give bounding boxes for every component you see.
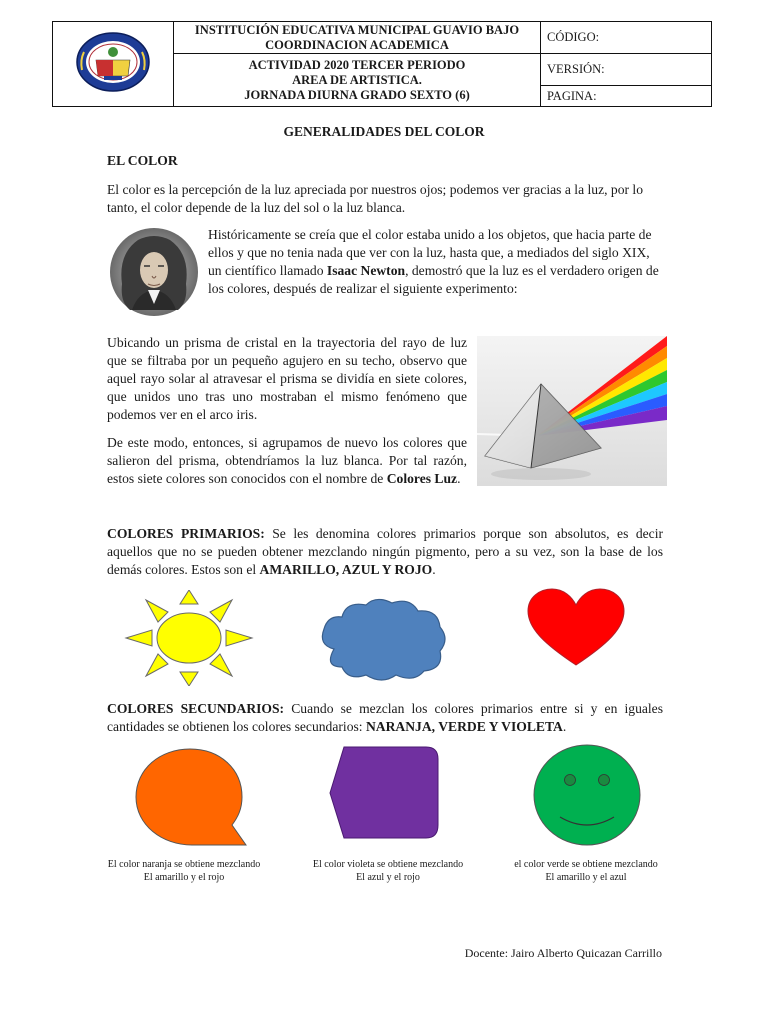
school-crest-icon: [74, 30, 152, 94]
newton-name: Isaac Newton: [326, 263, 406, 278]
colores-primarios-list: AMARILLO, AZUL Y ROJO: [259, 562, 433, 577]
intro-paragraph: El color es la percepción de la luz apreciada por nuestros ojos; podemos ver gracias a la luz, por lo tanto, el color depende de la luz del sol o la luz blanca.: [107, 182, 643, 215]
area-label: AREA DE ARTISTICA.: [292, 72, 422, 87]
caption-naranja-line2: El amarillo y el rojo: [143, 872, 225, 883]
colores-primarios-label: COLORES PRIMARIOS:: [107, 526, 265, 541]
colores-secundarios-end: .: [562, 719, 567, 734]
header-table: [52, 21, 712, 107]
prism-image: [477, 336, 667, 486]
colores-secundarios-label: COLORES SECUNDARIOS:: [107, 701, 285, 716]
cloud-shape: [316, 595, 448, 681]
caption-verde: [496, 858, 676, 884]
colores-secundarios-text: Cuando se mezclan los colores primarios entre si y en iguales cantidades se obtienen los colores secundarios:: [107, 701, 664, 734]
prism-paragraph: Ubicando un prisma de cristal en la trayectoria del rayo de luz que se filtraba por un pequeño agujero en su techo, observo que aquel rayo solar al atravesar el prisma se dividía en siete colores, que unidos uno tras uno mostraban el mismo fenómeno que podemos ver en el arco iris.: [107, 335, 467, 422]
colores-primarios-paragraph: [107, 525, 663, 579]
institution-name: INSTITUCIÓN EDUCATIVA MUNICIPAL GUAVIO BAJO: [194, 22, 520, 37]
colores-primarios-text: Se les denomina colores primarios porque son absolutos, es decir aquellos que no se pueden obtener mezclando ningún pigmento, pero a su vez, son la base de los demás colores. Estos son el: [107, 526, 664, 577]
version-cell: VERSIÓN:: [541, 54, 712, 86]
colores-luz-paragraph: [107, 434, 467, 488]
colores-primarios-end: .: [432, 562, 436, 577]
logo-cell: [53, 22, 174, 107]
orange-teardrop-shape: [132, 745, 252, 850]
newton-portrait: [108, 226, 200, 318]
codigo-cell: CÓDIGO:: [541, 22, 712, 54]
colores-secundarios-paragraph: [107, 700, 663, 736]
coordination-label: COORDINACION ACADEMICA: [265, 37, 449, 52]
footer-docente: Docente: Jairo Alberto Quicazan Carrillo: [464, 946, 662, 960]
colores-secundarios-list: NARANJA, VERDE Y VIOLETA: [365, 719, 563, 734]
heart-shape: [526, 587, 626, 667]
caption-verde-line2: El amarillo y el azul: [545, 872, 627, 883]
caption-violeta-line1: El color violeta se obtiene mezclando: [312, 859, 464, 870]
activity-label: ACTIVIDAD 2020 TERCER PERIODO: [248, 57, 466, 72]
jornada-label: JORNADA DIURNA GRADO SEXTO (6): [244, 87, 470, 102]
caption-violeta-line2: El azul y el rojo: [356, 872, 420, 883]
pagina-cell: PAGINA:: [541, 86, 712, 107]
colores-luz-end: .: [457, 471, 461, 486]
caption-naranja-line1: El color naranja se obtiene mezclando: [107, 859, 261, 870]
violet-hexagon-shape: [328, 745, 440, 840]
colores-luz-text: De este modo, entonces, si agrupamos de nuevo los colores que salieron del prisma, obtendríamos la luz blanca. Por tal razón, estos siete colores son conocidos con el nombre de: [107, 435, 467, 486]
page-title: GENERALIDADES DEL COLOR: [283, 124, 485, 139]
section-heading-el-color: EL COLOR: [107, 153, 178, 168]
newton-text-2: , demostró que la luz es el verdadero origen de los colores, después de realizar el siguiente experimento:: [208, 263, 659, 296]
newton-text-1: Históricamente se creía que el color estaba unido a los objetos, que hacia parte de ellos y que no tenia nada que ver con la luz, hasta que, a mediados del siglo XIX, un científico llamado: [208, 227, 652, 278]
green-smiley-shape: [532, 743, 642, 847]
activity-cell: [174, 54, 541, 107]
institution-name-cell: [174, 22, 541, 54]
caption-verde-line1: el color verde se obtiene mezclando: [514, 859, 658, 870]
sun-shape: [124, 590, 254, 686]
newton-paragraph: [208, 226, 663, 298]
colores-luz-bold: Colores Luz: [386, 471, 458, 486]
caption-violeta: [298, 858, 478, 884]
caption-naranja: [94, 858, 274, 884]
